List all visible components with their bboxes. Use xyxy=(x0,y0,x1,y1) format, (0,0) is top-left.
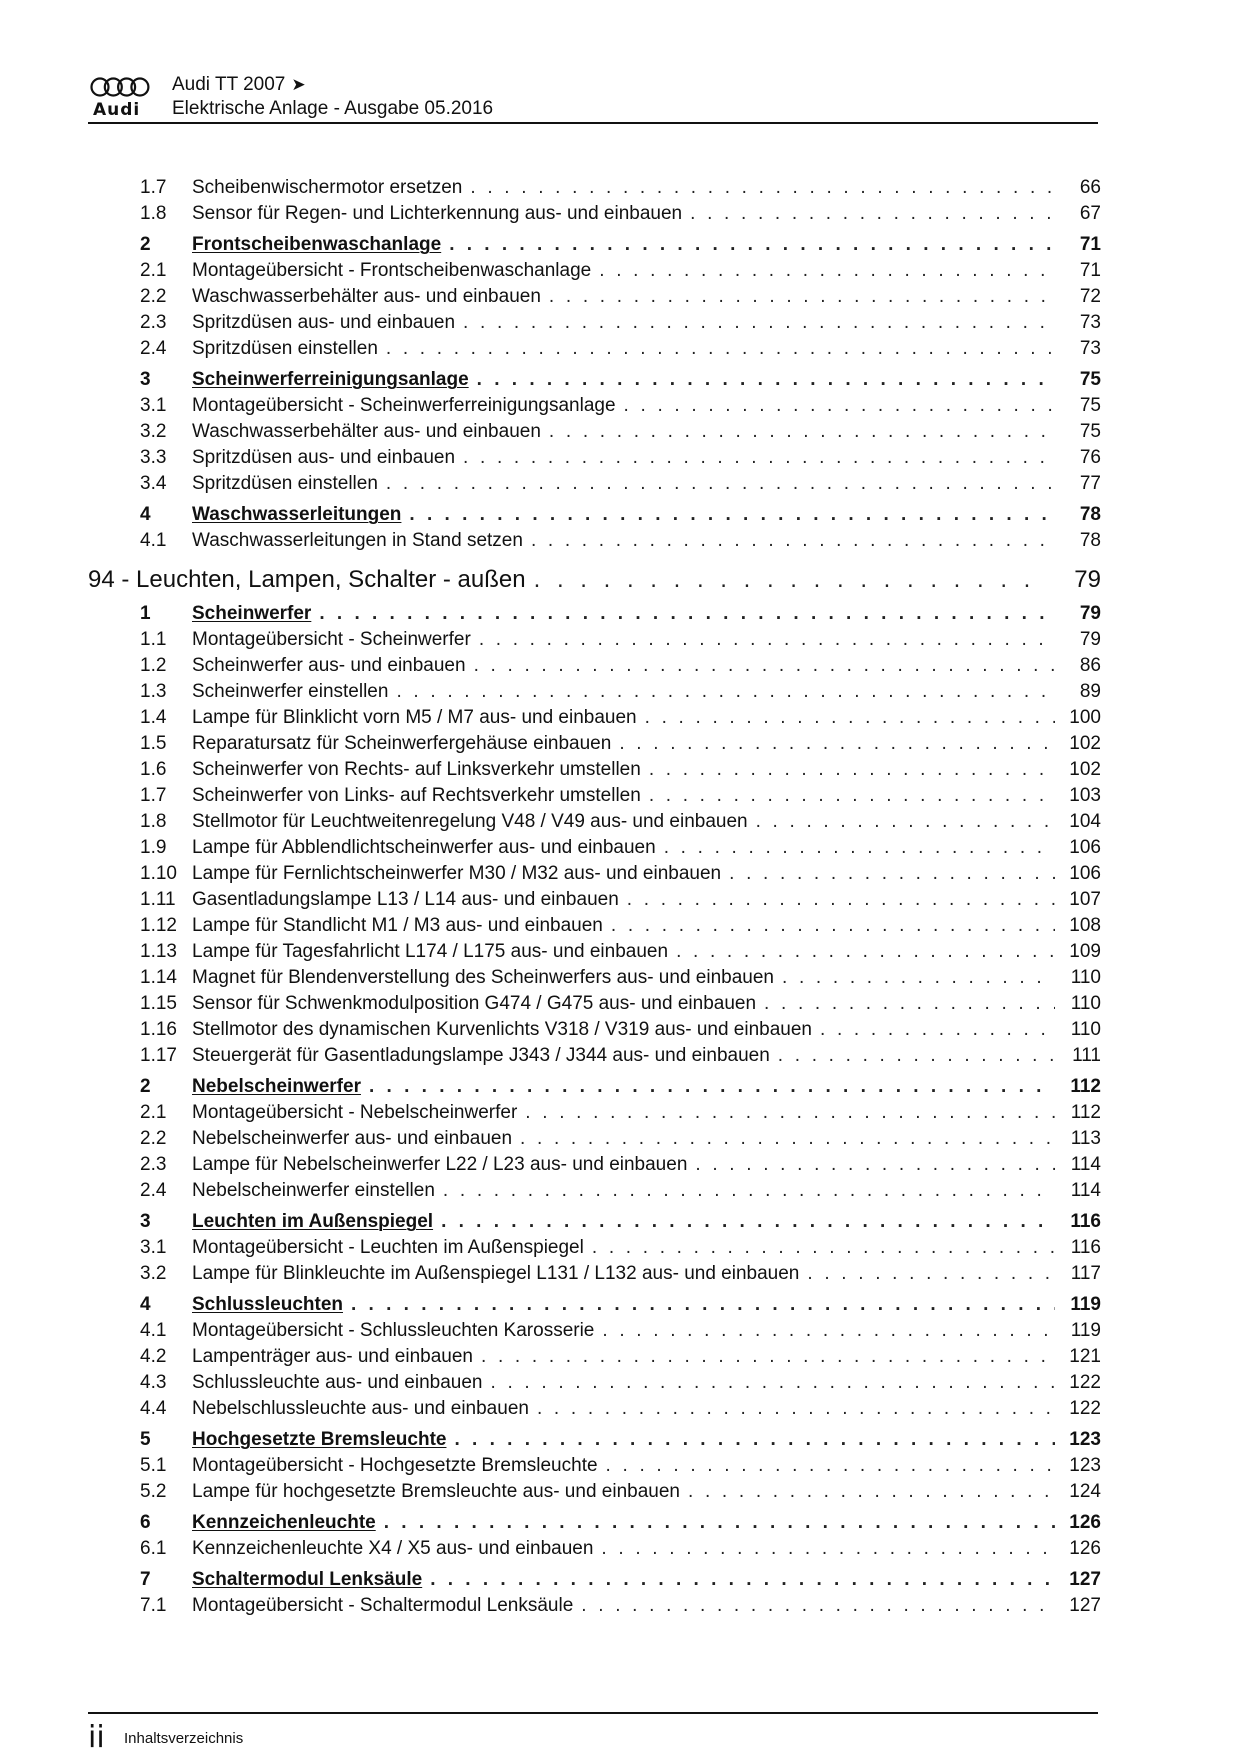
toc-title: Lampe für Fernlichtscheinwerfer M30 / M32 aus- und einbauen xyxy=(192,863,722,884)
toc-number: 3.2 xyxy=(140,421,167,442)
manual-subtitle: Elektrische Anlage - Ausgabe 05.2016 xyxy=(172,98,494,119)
toc-page-number: 73 xyxy=(1079,312,1101,333)
toc-item-row[interactable] xyxy=(88,258,1101,284)
toc-title: Gasentladungslampe L13 / L14 aus- und einbauen xyxy=(192,889,619,910)
toc-title: Leuchten im Außenspiegel xyxy=(192,1211,434,1232)
toc-number: 3.1 xyxy=(140,1237,167,1258)
toc-title: Schaltermodul Lenksäule xyxy=(192,1569,423,1590)
toc-title: Sensor für Schwenkmodulposition G474 / G475 aus- und einbauen xyxy=(192,993,757,1014)
toc-item-row[interactable] xyxy=(88,419,1101,445)
toc-page-number: 122 xyxy=(1069,1398,1101,1419)
toc-page-number: 127 xyxy=(1069,1595,1101,1616)
toc-number: 7 xyxy=(140,1569,151,1590)
toc-item-row[interactable] xyxy=(88,445,1101,471)
toc-title: Magnet für Blendenverstellung des Scheinwerfers aus- und einbauen xyxy=(192,967,774,988)
dot-leader xyxy=(627,887,1055,913)
toc-number: 5 xyxy=(140,1429,151,1450)
toc-number: 1.7 xyxy=(140,177,167,198)
dot-leader xyxy=(531,528,1055,554)
toc-title: Reparatursatz für Scheinwerfergehäuse einbauen xyxy=(192,733,612,754)
toc-page-number: 114 xyxy=(1070,1154,1101,1175)
toc-item-row[interactable] xyxy=(88,705,1101,731)
toc-title: Scheinwerfer von Rechts- auf Linksverkehr umstellen xyxy=(192,759,641,780)
dot-leader xyxy=(537,1396,1055,1422)
dot-leader xyxy=(619,731,1055,757)
toc-item-row[interactable] xyxy=(88,175,1101,201)
dot-leader xyxy=(764,991,1055,1017)
toc-section-row[interactable] xyxy=(88,1510,1101,1536)
toc-page-number: 71 xyxy=(1079,234,1101,255)
toc-title: Lampe für Nebelscheinwerfer L22 / L23 aus- und einbauen xyxy=(192,1154,688,1175)
toc-title: Kennzeichenleuchte X4 / X5 aus- und einbauen xyxy=(192,1538,594,1559)
toc-number: 1 xyxy=(140,603,151,624)
toc-number: 2.4 xyxy=(140,1180,167,1201)
toc-title: Schlussleuchte aus- und einbauen xyxy=(192,1372,483,1393)
toc-number: 1.17 xyxy=(140,1045,177,1066)
toc-title: Sensor für Regen- und Lichterkennung aus- und einbauen xyxy=(192,203,683,224)
toc-page-number: 75 xyxy=(1079,395,1101,416)
dot-leader xyxy=(490,1370,1055,1396)
toc-page-number: 127 xyxy=(1069,1569,1101,1590)
toc-section-row[interactable] xyxy=(88,1427,1101,1453)
toc-title: Lampe für Abblendlichtscheinwerfer aus- und einbauen xyxy=(192,837,656,858)
toc-page-number: 106 xyxy=(1069,837,1101,858)
toc-item-row[interactable] xyxy=(88,1593,1101,1619)
toc-title: Scheinwerferreinigungsanlage xyxy=(192,369,469,390)
toc-title: Waschwasserbehälter aus- und einbauen xyxy=(192,286,541,307)
toc-item-row[interactable] xyxy=(88,201,1101,227)
toc-title: Lampe für Blinklicht vorn M5 / M7 aus- und einbauen xyxy=(192,707,637,728)
toc-title: Montageübersicht - Hochgesetzte Bremsleuchte xyxy=(192,1455,598,1476)
toc-page-number: 76 xyxy=(1079,447,1101,468)
toc-title: Stellmotor für Leuchtweitenregelung V48 / V49 aus- und einbauen xyxy=(192,811,748,832)
toc-number: 4.4 xyxy=(140,1398,167,1419)
toc-page-number: 108 xyxy=(1069,915,1101,936)
toc-title: Kennzeichenleuchte xyxy=(192,1512,376,1533)
toc-page-number: 124 xyxy=(1069,1481,1101,1502)
toc-item-row[interactable] xyxy=(88,965,1101,991)
dot-leader xyxy=(409,502,1055,528)
toc-number: 1.8 xyxy=(140,203,167,224)
dot-leader xyxy=(474,653,1055,679)
toc-item-row[interactable] xyxy=(88,284,1101,310)
toc-page-number: 112 xyxy=(1070,1102,1101,1123)
toc-number: 3.4 xyxy=(140,473,167,494)
dot-leader xyxy=(463,445,1055,471)
toc-title: Montageübersicht - Schaltermodul Lenksäule xyxy=(192,1595,574,1616)
toc-title: Montageübersicht - Frontscheibenwaschanlage xyxy=(192,260,592,281)
toc-title: Lampenträger aus- und einbauen xyxy=(192,1346,473,1367)
toc-title: Lampe für Tagesfahrlicht L174 / L175 aus- und einbauen xyxy=(192,941,669,962)
toc-number: 2.4 xyxy=(140,338,167,359)
toc-item-row[interactable] xyxy=(88,887,1101,913)
page-number: ii xyxy=(88,1720,105,1755)
toc-title: Nebelscheinwerfer xyxy=(192,1076,361,1097)
toc-section-row[interactable] xyxy=(88,1074,1101,1100)
toc-section-row[interactable] xyxy=(88,601,1101,627)
toc-title: Spritzdüsen aus- und einbauen xyxy=(192,312,456,333)
toc-item-row[interactable] xyxy=(88,1235,1101,1261)
dot-leader xyxy=(611,913,1055,939)
brand-wordmark: Audi xyxy=(93,100,141,120)
toc-number: 3.1 xyxy=(140,395,167,416)
dot-leader xyxy=(351,1292,1055,1318)
toc-number: 5.2 xyxy=(140,1481,167,1502)
toc-item-row[interactable] xyxy=(88,679,1101,705)
toc-number: 1.6 xyxy=(140,759,167,780)
dot-leader xyxy=(664,835,1055,861)
toc-title: Waschwasserbehälter aus- und einbauen xyxy=(192,421,541,442)
toc-title: Scheinwerfer einstellen xyxy=(192,681,389,702)
toc-number: 1.2 xyxy=(140,655,167,676)
page-footer xyxy=(88,1712,1098,1755)
dot-leader xyxy=(601,1536,1055,1562)
toc-page-number: 116 xyxy=(1070,1211,1101,1232)
toc-item-row[interactable] xyxy=(88,809,1101,835)
toc-number: 4.3 xyxy=(140,1372,167,1393)
toc-page-number: 106 xyxy=(1069,863,1101,884)
toc-item-row[interactable] xyxy=(88,1453,1101,1479)
dot-leader xyxy=(782,965,1055,991)
toc-number: 2.2 xyxy=(140,286,167,307)
dot-leader xyxy=(649,783,1055,809)
toc-number: 4 xyxy=(140,1294,151,1315)
toc-item-row[interactable] xyxy=(88,653,1101,679)
toc-item-row[interactable] xyxy=(88,1100,1101,1126)
toc-page-number: 103 xyxy=(1069,785,1101,806)
dot-leader xyxy=(606,1453,1055,1479)
dot-leader xyxy=(645,705,1055,731)
toc-title: Steuergerät für Gasentladungslampe J343 / J344 aus- und einbauen xyxy=(192,1045,770,1066)
toc-title: Scheinwerfer aus- und einbauen xyxy=(192,655,466,676)
dot-leader xyxy=(386,336,1055,362)
toc-title: Scheibenwischermotor ersetzen xyxy=(192,177,463,198)
toc-number: 1.15 xyxy=(140,993,177,1014)
toc-page-number: 75 xyxy=(1079,369,1101,390)
toc-page-number: 104 xyxy=(1069,811,1101,832)
dot-leader xyxy=(449,232,1055,258)
toc-title: Montageübersicht - Nebelscheinwerfer xyxy=(192,1102,518,1123)
dot-leader xyxy=(581,1593,1055,1619)
page-header xyxy=(88,72,1098,124)
toc-title: Spritzdüsen einstellen xyxy=(192,473,378,494)
toc-item-row[interactable] xyxy=(88,1152,1101,1178)
toc-title: Lampe für hochgesetzte Bremsleuchte aus- und einbauen xyxy=(192,1481,680,1502)
toc-chapter-row[interactable] xyxy=(88,564,1101,596)
toc-number: 6 xyxy=(140,1512,151,1533)
toc-number: 1.14 xyxy=(140,967,177,988)
dot-leader xyxy=(549,284,1055,310)
dot-leader xyxy=(592,1235,1055,1261)
toc-title: 94 - Leuchten, Lampen, Schalter - außen xyxy=(88,566,526,593)
toc-item-row[interactable] xyxy=(88,731,1101,757)
toc-item-row[interactable] xyxy=(88,783,1101,809)
toc-page-number: 111 xyxy=(1072,1045,1101,1066)
toc-number: 2.1 xyxy=(140,260,167,281)
dot-leader xyxy=(756,809,1055,835)
dot-leader xyxy=(599,258,1055,284)
audi-rings-logo xyxy=(90,76,150,118)
toc-page-number: 110 xyxy=(1070,993,1101,1014)
toc-page-number: 122 xyxy=(1069,1372,1101,1393)
dot-leader xyxy=(690,201,1055,227)
toc-item-row[interactable] xyxy=(88,1396,1101,1422)
dot-leader xyxy=(649,757,1055,783)
toc-title: Waschwasserleitungen in Stand setzen xyxy=(192,530,523,551)
toc-item-row[interactable] xyxy=(88,336,1101,362)
toc-section-row[interactable] xyxy=(88,1567,1101,1593)
toc-item-row[interactable] xyxy=(88,1370,1101,1396)
toc-number: 1.4 xyxy=(140,707,167,728)
toc-page-number: 77 xyxy=(1079,473,1101,494)
toc-page-number: 78 xyxy=(1079,504,1101,525)
dot-leader xyxy=(479,627,1055,653)
toc-page-number: 79 xyxy=(1079,603,1101,624)
dot-leader xyxy=(695,1152,1055,1178)
toc-title: Montageübersicht - Scheinwerferreinigungsanlage xyxy=(192,395,616,416)
dot-leader xyxy=(430,1567,1055,1593)
footer-divider xyxy=(88,1712,1098,1714)
toc-number: 3.2 xyxy=(140,1263,167,1284)
manual-title-text: Audi TT 2007 xyxy=(172,74,286,95)
toc-title: Waschwasserleitungen xyxy=(192,504,402,525)
toc-item-row[interactable] xyxy=(88,1178,1101,1204)
toc-title: Montageübersicht - Scheinwerfer xyxy=(192,629,471,650)
dot-leader xyxy=(463,310,1055,336)
toc-item-row[interactable] xyxy=(88,1536,1101,1562)
dot-leader xyxy=(807,1261,1055,1287)
toc-page-number: 110 xyxy=(1070,967,1101,988)
toc-page-number: 109 xyxy=(1069,941,1101,962)
toc-number: 1.8 xyxy=(140,811,167,832)
toc-page-number: 89 xyxy=(1079,681,1101,702)
toc-number: 1.7 xyxy=(140,785,167,806)
toc-page-number: 123 xyxy=(1069,1455,1101,1476)
toc-number: 1.16 xyxy=(140,1019,177,1040)
toc-title: Scheinwerfer von Links- auf Rechtsverkehr umstellen xyxy=(192,785,641,806)
header-divider xyxy=(88,122,1098,124)
toc-section-row[interactable] xyxy=(88,367,1101,393)
toc-title: Stellmotor des dynamischen Kurvenlichts V318 / V319 aus- und einbauen xyxy=(192,1019,812,1040)
toc-title: Spritzdüsen aus- und einbauen xyxy=(192,447,456,468)
toc-item-row[interactable] xyxy=(88,471,1101,497)
dot-leader xyxy=(454,1427,1055,1453)
toc-number: 2.2 xyxy=(140,1128,167,1149)
toc-page-number: 102 xyxy=(1069,733,1101,754)
dot-leader xyxy=(624,393,1055,419)
toc-title: Montageübersicht - Leuchten im Außenspiegel xyxy=(192,1237,584,1258)
toc-title: Spritzdüsen einstellen xyxy=(192,338,378,359)
toc-page-number: 72 xyxy=(1079,286,1101,307)
toc-item-row[interactable] xyxy=(88,913,1101,939)
arrow-icon: ➤ xyxy=(291,75,306,94)
toc-section-row[interactable] xyxy=(88,502,1101,528)
table-of-contents xyxy=(88,175,1101,1619)
toc-page-number: 126 xyxy=(1069,1512,1101,1533)
toc-page-number: 110 xyxy=(1070,1019,1101,1040)
toc-number: 6.1 xyxy=(140,1538,167,1559)
dot-leader xyxy=(384,1510,1055,1536)
toc-number: 1.12 xyxy=(140,915,177,936)
dot-leader xyxy=(729,861,1055,887)
rings-icon xyxy=(90,76,150,98)
toc-number: 5.1 xyxy=(140,1455,167,1476)
toc-section-row[interactable] xyxy=(88,1292,1101,1318)
toc-number: 1.10 xyxy=(140,863,177,884)
toc-number: 1.9 xyxy=(140,837,167,858)
toc-item-row[interactable] xyxy=(88,1017,1101,1043)
toc-title: Frontscheibenwaschanlage xyxy=(192,234,442,255)
toc-item-row[interactable] xyxy=(88,1479,1101,1505)
toc-title: Nebelschlussleuchte aus- und einbauen xyxy=(192,1398,529,1419)
toc-item-row[interactable] xyxy=(88,1318,1101,1344)
toc-number: 4 xyxy=(140,504,151,525)
toc-page-number: 67 xyxy=(1079,203,1101,224)
toc-section-row[interactable] xyxy=(88,1209,1101,1235)
toc-page-number: 100 xyxy=(1069,707,1101,728)
toc-title: Hochgesetzte Bremsleuchte xyxy=(192,1429,447,1450)
toc-item-row[interactable] xyxy=(88,939,1101,965)
toc-number: 3 xyxy=(140,1211,151,1232)
toc-page-number: 75 xyxy=(1079,421,1101,442)
toc-page-number: 121 xyxy=(1069,1346,1101,1367)
toc-page-number: 107 xyxy=(1069,889,1101,910)
dot-leader xyxy=(386,471,1055,497)
dot-leader xyxy=(441,1209,1055,1235)
toc-number: 1.13 xyxy=(140,941,177,962)
toc-number: 2 xyxy=(140,1076,151,1097)
dot-leader xyxy=(396,679,1055,705)
toc-title: Montageübersicht - Schlussleuchten Karosserie xyxy=(192,1320,595,1341)
toc-page-number: 126 xyxy=(1069,1538,1101,1559)
toc-title: Lampe für Blinkleuchte im Außenspiegel L131 / L132 aus- und einbauen xyxy=(192,1263,800,1284)
toc-item-row[interactable] xyxy=(88,1126,1101,1152)
dot-leader xyxy=(778,1043,1055,1069)
toc-number: 2.3 xyxy=(140,1154,167,1175)
dot-leader xyxy=(481,1344,1055,1370)
toc-section-row[interactable] xyxy=(88,232,1101,258)
dot-leader xyxy=(525,1100,1055,1126)
dot-leader xyxy=(319,601,1055,627)
footer-label: Inhaltsverzeichnis xyxy=(124,1730,244,1747)
toc-number: 1.1 xyxy=(140,629,167,650)
toc-number: 2.3 xyxy=(140,312,167,333)
toc-page-number: 116 xyxy=(1070,1237,1101,1258)
toc-page-number: 114 xyxy=(1070,1180,1101,1201)
toc-page-number: 123 xyxy=(1069,1429,1101,1450)
dot-leader xyxy=(369,1074,1055,1100)
manual-title xyxy=(172,74,306,96)
toc-page-number: 113 xyxy=(1070,1128,1101,1149)
toc-number: 4.2 xyxy=(140,1346,167,1367)
toc-title: Nebelscheinwerfer einstellen xyxy=(192,1180,435,1201)
toc-item-row[interactable] xyxy=(88,835,1101,861)
toc-page-number: 66 xyxy=(1079,177,1101,198)
toc-item-row[interactable] xyxy=(88,1043,1101,1069)
toc-page-number: 79 xyxy=(1074,566,1101,593)
toc-title: Scheinwerfer xyxy=(192,603,312,624)
toc-number: 3.3 xyxy=(140,447,167,468)
toc-item-row[interactable] xyxy=(88,310,1101,336)
toc-number: 4.1 xyxy=(140,1320,167,1341)
toc-number: 1.11 xyxy=(140,889,176,910)
toc-item-row[interactable] xyxy=(88,627,1101,653)
dot-leader xyxy=(820,1017,1055,1043)
toc-title: Lampe für Standlicht M1 / M3 aus- und einbauen xyxy=(192,915,603,936)
toc-title: Schlussleuchten xyxy=(192,1294,343,1315)
toc-page-number: 78 xyxy=(1079,530,1101,551)
toc-item-row[interactable] xyxy=(88,1344,1101,1370)
toc-number: 1.5 xyxy=(140,733,167,754)
dot-leader xyxy=(443,1178,1055,1204)
toc-page-number: 73 xyxy=(1079,338,1101,359)
toc-item-row[interactable] xyxy=(88,393,1101,419)
toc-page-number: 86 xyxy=(1079,655,1101,676)
toc-number: 1.3 xyxy=(140,681,167,702)
toc-item-row[interactable] xyxy=(88,528,1101,554)
toc-number: 2.1 xyxy=(140,1102,167,1123)
toc-page-number: 119 xyxy=(1070,1294,1101,1315)
toc-item-row[interactable] xyxy=(88,1261,1101,1287)
toc-number: 4.1 xyxy=(140,530,167,551)
toc-page-number: 102 xyxy=(1069,759,1101,780)
dot-leader xyxy=(602,1318,1055,1344)
toc-page-number: 117 xyxy=(1070,1263,1101,1284)
toc-item-row[interactable] xyxy=(88,991,1101,1017)
toc-item-row[interactable] xyxy=(88,757,1101,783)
dot-leader xyxy=(520,1126,1055,1152)
toc-number: 7.1 xyxy=(140,1595,167,1616)
dot-leader xyxy=(676,939,1055,965)
toc-number: 3 xyxy=(140,369,151,390)
toc-page-number: 112 xyxy=(1070,1076,1101,1097)
toc-title: Nebelscheinwerfer aus- und einbauen xyxy=(192,1128,513,1149)
toc-page-number: 119 xyxy=(1070,1320,1101,1341)
toc-page-number: 71 xyxy=(1079,260,1101,281)
dot-leader xyxy=(549,419,1055,445)
dot-leader xyxy=(470,175,1055,201)
toc-page-number: 79 xyxy=(1079,629,1101,650)
toc-item-row[interactable] xyxy=(88,861,1101,887)
dot-leader xyxy=(688,1479,1055,1505)
dot-leader xyxy=(477,367,1055,393)
dot-leader xyxy=(534,564,1048,596)
toc-number: 2 xyxy=(140,234,151,255)
